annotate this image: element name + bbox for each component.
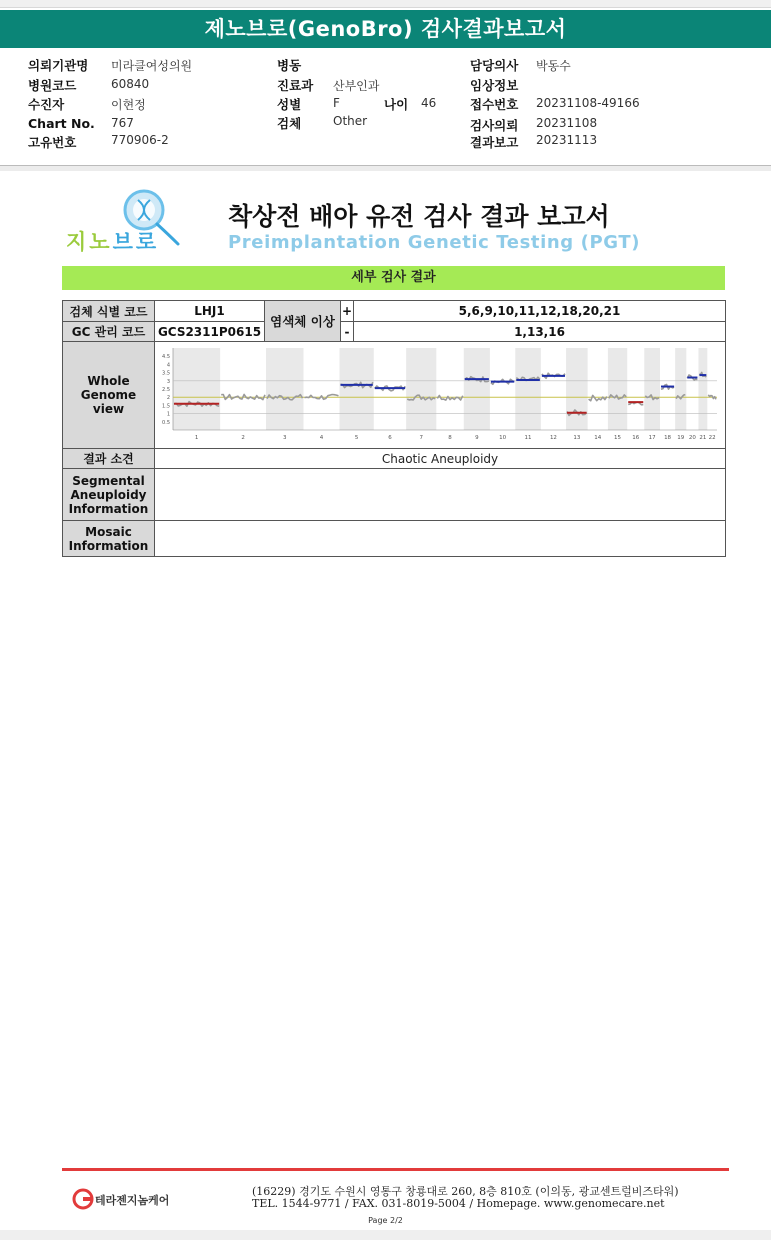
- chromosome-band: [515, 348, 541, 430]
- chart-value: 767: [111, 116, 134, 130]
- y-tick-label: 4: [166, 361, 170, 368]
- dept-value: 산부인과: [333, 79, 380, 93]
- footer-company: 테라젠지놈케어: [95, 1194, 170, 1207]
- unique-value: 770906-2: [111, 133, 169, 147]
- age-label: 나이: [384, 97, 409, 112]
- logo-text-a: 지노: [66, 230, 113, 254]
- x-tick-label: 19: [677, 434, 685, 441]
- x-tick-label: 16: [632, 434, 640, 441]
- receipt-value: 20231108-49166: [536, 96, 640, 110]
- patient-info: [0, 56, 771, 156]
- clinic-value: 미라클여성의원: [111, 59, 193, 73]
- report-value: 20231113: [536, 133, 598, 147]
- gain-sign: +: [341, 301, 354, 322]
- x-tick-label: 1: [194, 434, 199, 441]
- segmental-label-cell: [63, 469, 155, 521]
- genome-view-cell: [155, 342, 726, 449]
- page-gap: [0, 166, 771, 171]
- hospital-code-label: 병원코드: [28, 78, 77, 93]
- gain-chromosomes: 5,6,9,10,11,12,18,20,21: [354, 301, 726, 322]
- table-row: [63, 322, 726, 342]
- result-table: [62, 300, 726, 557]
- page-number: Page 2/2: [368, 1216, 403, 1225]
- table-row: [63, 469, 726, 521]
- x-tick-label: 10: [499, 434, 507, 441]
- chromosome-band: [339, 348, 373, 430]
- x-tick-label: 22: [708, 434, 716, 441]
- chromosome-band: [173, 348, 220, 430]
- loss-sign: -: [341, 322, 354, 342]
- y-tick-label: 2.5: [162, 386, 170, 393]
- mosaic-value: [155, 521, 726, 557]
- x-tick-label: 2: [241, 434, 245, 441]
- mosaic-label-cell: [63, 521, 155, 557]
- bottom-strip: [0, 1230, 771, 1240]
- genome-view-label: Whole Genome view: [80, 374, 137, 416]
- sex-value: F: [333, 96, 340, 110]
- chart-label: Chart No.: [28, 116, 95, 131]
- chromosome-band: [406, 348, 436, 430]
- logo-wordmark: [66, 226, 159, 256]
- x-tick-label: 12: [549, 434, 557, 441]
- x-tick-label: 4: [319, 434, 324, 441]
- segmental-value: [155, 469, 726, 521]
- receipt-label: 접수번호: [470, 97, 519, 112]
- x-tick-label: 17: [648, 434, 656, 441]
- age-value: 46: [421, 96, 437, 110]
- y-tick-label: 3: [166, 378, 170, 385]
- x-tick-label: 20: [688, 434, 696, 441]
- gc-code-label: GC 관리 코드: [63, 322, 155, 342]
- chromosome-band: [464, 348, 490, 430]
- x-tick-label: 3: [283, 434, 287, 441]
- y-tick-label: 3.5: [162, 370, 170, 377]
- hospital-code-value: 60840: [111, 77, 150, 91]
- y-tick-label: 1.5: [162, 402, 170, 409]
- gc-code-value: GCS2311P0615: [155, 322, 265, 342]
- logo-text-b: 브로: [112, 230, 160, 254]
- table-row: [63, 301, 726, 322]
- x-tick-label: 21: [699, 434, 707, 441]
- chromosome-band: [644, 348, 660, 430]
- x-tick-label: 18: [664, 434, 672, 441]
- copy-number-trace: [437, 395, 463, 400]
- ward-label: 병동: [277, 58, 302, 73]
- doctor-value: 박동수: [536, 59, 571, 73]
- genome-label-cell: [63, 342, 155, 449]
- chromosome-band: [698, 348, 707, 430]
- y-tick-label: 4.5: [162, 353, 170, 360]
- request-value: 20231108: [536, 116, 598, 130]
- patient-label: 수진자: [28, 97, 65, 112]
- request-label: 검사의뢰: [470, 118, 519, 133]
- finding-label: 결과 소견: [63, 449, 155, 469]
- copy-number-trace: [589, 395, 607, 400]
- x-tick-label: 9: [475, 434, 479, 441]
- top-strip: [0, 0, 771, 8]
- copy-number-trace: [708, 394, 716, 399]
- chromosome-band: [566, 348, 588, 430]
- report-title-bar: 제노브로(GenoBro) 검사결과보고서: [0, 10, 771, 48]
- x-tick-label: 13: [573, 434, 581, 441]
- footer-divider: [62, 1168, 729, 1171]
- abnormality-label: 염색체 이상: [265, 301, 341, 342]
- segmental-label: Segmental Aneuploidy Information: [68, 473, 149, 516]
- x-tick-label: 11: [524, 434, 532, 441]
- specimen-value: Other: [333, 114, 368, 128]
- table-row: [63, 342, 726, 449]
- chromosome-band: [675, 348, 686, 430]
- sex-label: 성별: [277, 97, 302, 112]
- copy-number-trace: [221, 394, 265, 399]
- specimen-id-value: LHJ1: [155, 301, 265, 322]
- report-label: 결과보고: [470, 135, 519, 150]
- report-title-en: Preimplantation Genetic Testing (PGT): [228, 232, 641, 253]
- whole-genome-chart: [155, 343, 725, 448]
- footer-contact: TEL. 1544-9771 / FAX. 031-8019-5004 / Homepage. www.genomecare.net: [252, 1197, 665, 1210]
- mosaic-label: Mosaic Information: [68, 524, 149, 553]
- table-row: [63, 521, 726, 557]
- x-tick-label: 14: [594, 434, 602, 441]
- x-tick-label: 15: [614, 434, 622, 441]
- table-row: [63, 449, 726, 469]
- chromosome-band: [266, 348, 304, 430]
- loss-chromosomes: 1,13,16: [354, 322, 726, 342]
- y-tick-label: 0.5: [162, 419, 170, 426]
- x-tick-label: 7: [419, 434, 423, 441]
- specimen-label: 검체: [277, 116, 302, 131]
- y-tick-label: 2: [166, 394, 170, 401]
- patient-value: 이현정: [111, 98, 146, 112]
- x-tick-label: 5: [354, 434, 359, 441]
- x-tick-label: 8: [448, 434, 452, 441]
- specimen-id-label: 검체 식별 코드: [63, 301, 155, 322]
- section-title: 세부 검사 결과: [62, 266, 725, 290]
- report-title-ko: 착상전 배아 유전 검사 결과 보고서: [228, 202, 610, 231]
- footer-address: (16229) 경기도 수원시 영통구 창룡대로 260, 8층 810호 (이의동, 광교센트럴비즈타워): [252, 1185, 679, 1198]
- chromosome-band: [608, 348, 627, 430]
- clinic-label: 의뢰기관명: [28, 58, 89, 73]
- unique-label: 고유번호: [28, 135, 77, 150]
- x-tick-label: 6: [388, 434, 392, 441]
- y-tick-label: 1: [166, 411, 170, 418]
- clinical-label: 임상정보: [470, 78, 519, 93]
- dept-label: 진료과: [277, 78, 314, 93]
- finding-value: Chaotic Aneuploidy: [155, 449, 726, 469]
- doctor-label: 담당의사: [470, 58, 519, 73]
